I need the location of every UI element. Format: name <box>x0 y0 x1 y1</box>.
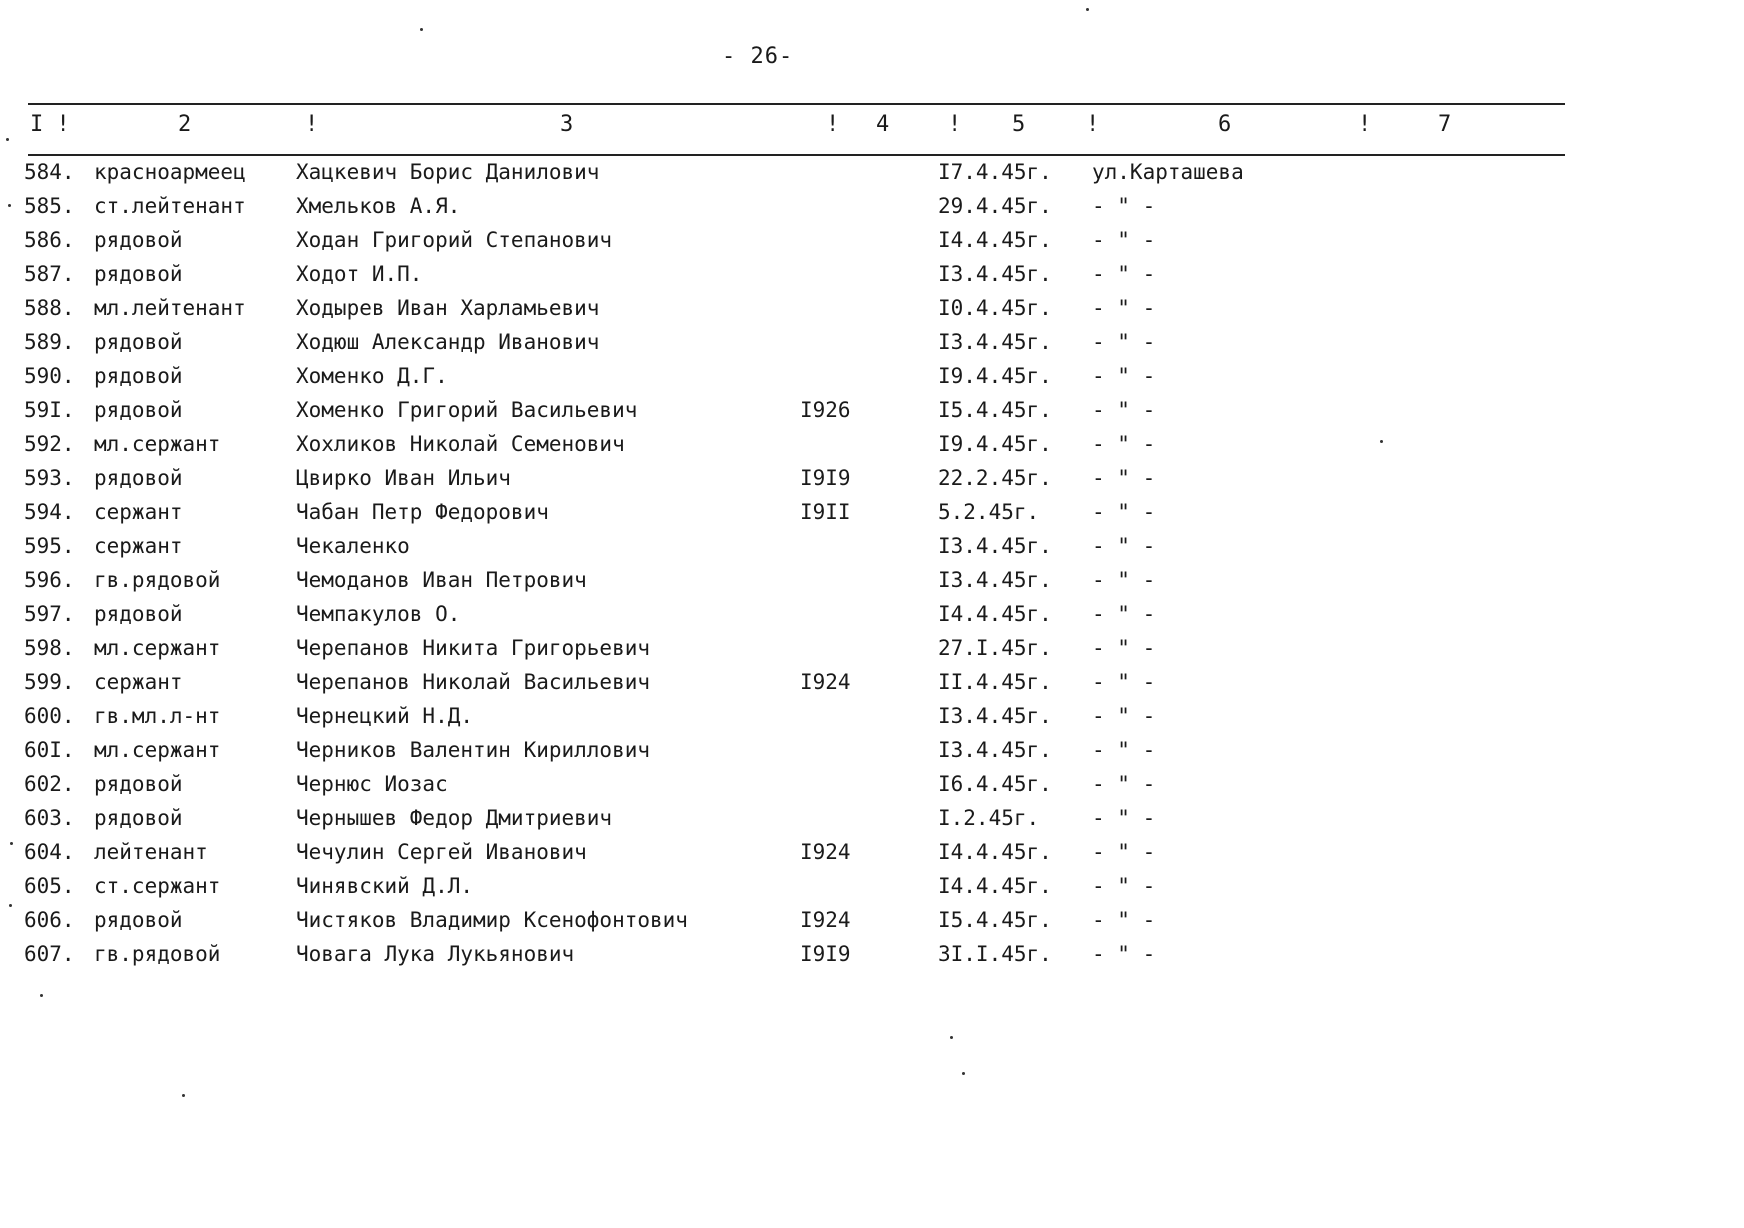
scan-speck <box>8 204 11 207</box>
row-number: 589. <box>24 330 75 354</box>
row-date: I3.4.45г. <box>938 330 1052 354</box>
table-row <box>0 632 1565 666</box>
row-date: I4.4.45г. <box>938 840 1052 864</box>
row-date: I4.4.45г. <box>938 874 1052 898</box>
table-row <box>0 224 1565 258</box>
table-row <box>0 564 1565 598</box>
row-number: 595. <box>24 534 75 558</box>
row-burial-place: - " - <box>1092 398 1156 422</box>
row-full-name: Чабан Петр Федорович <box>296 500 549 524</box>
table-row <box>0 394 1565 428</box>
row-date: I9.4.45г. <box>938 364 1052 388</box>
row-burial-place: - " - <box>1092 534 1156 558</box>
row-rank: ст.сержант <box>94 874 221 898</box>
row-number: 585. <box>24 194 75 218</box>
row-full-name: Чекаленко <box>296 534 410 558</box>
row-burial-place: - " - <box>1092 840 1156 864</box>
table-row <box>0 428 1565 462</box>
row-date: I6.4.45г. <box>938 772 1052 796</box>
row-number: 594. <box>24 500 75 524</box>
row-date: I9.4.45г. <box>938 432 1052 456</box>
row-burial-place: - " - <box>1092 738 1156 762</box>
row-birth-year: I926 <box>800 398 851 422</box>
row-rank: сержант <box>94 500 183 524</box>
row-date: 22.2.45г. <box>938 466 1052 490</box>
row-rank: мл.сержант <box>94 738 221 762</box>
scan-speck <box>962 1072 965 1075</box>
row-birth-year: I9I9 <box>800 466 851 490</box>
table-row <box>0 666 1565 700</box>
row-full-name: Чернышев Федор Дмитриевич <box>296 806 613 830</box>
row-rank: гв.рядовой <box>94 568 221 592</box>
table-row <box>0 904 1565 938</box>
header-top-rule <box>28 103 1565 105</box>
table-row <box>0 734 1565 768</box>
row-full-name: Хохликов Николай Семенович <box>296 432 625 456</box>
row-full-name: Чемпакулов О. <box>296 602 461 626</box>
row-burial-place: - " - <box>1092 704 1156 728</box>
header-separator: ! <box>826 112 840 137</box>
row-date: I3.4.45г. <box>938 262 1052 286</box>
table-row <box>0 700 1565 734</box>
row-rank: мл.лейтенант <box>94 296 246 320</box>
header-col-5: 5 <box>1012 112 1026 137</box>
scan-speck <box>182 1094 185 1097</box>
table-row <box>0 870 1565 904</box>
table-row <box>0 292 1565 326</box>
table-row <box>0 836 1565 870</box>
row-full-name: Ходырев Иван Харламьевич <box>296 296 600 320</box>
row-number: 59I. <box>24 398 75 422</box>
row-full-name: Хмельков А.Я. <box>296 194 461 218</box>
row-date: II.4.45г. <box>938 670 1052 694</box>
row-full-name: Ходот И.П. <box>296 262 423 286</box>
row-full-name: Чернецкий Н.Д. <box>296 704 474 728</box>
row-date: I3.4.45г. <box>938 704 1052 728</box>
header-col-2: 2 <box>178 112 192 137</box>
row-burial-place: - " - <box>1092 466 1156 490</box>
table-row <box>0 530 1565 564</box>
header-col-6: 6 <box>1218 112 1232 137</box>
row-full-name: Чечулин Сергей Иванович <box>296 840 587 864</box>
row-number: 599. <box>24 670 75 694</box>
table-row <box>0 938 1565 972</box>
row-full-name: Черепанов Никита Григорьевич <box>296 636 651 660</box>
row-date: I5.4.45г. <box>938 908 1052 932</box>
row-burial-place: - " - <box>1092 194 1156 218</box>
row-date: 29.4.45г. <box>938 194 1052 218</box>
row-rank: лейтенант <box>94 840 208 864</box>
scan-speck <box>1380 440 1383 443</box>
table-row <box>0 462 1565 496</box>
row-rank: ст.лейтенант <box>94 194 246 218</box>
row-burial-place: - " - <box>1092 874 1156 898</box>
row-full-name: Чинявский Д.Л. <box>296 874 474 898</box>
row-burial-place: - " - <box>1092 942 1156 966</box>
row-rank: мл.сержант <box>94 636 221 660</box>
row-full-name: Черепанов Николай Васильевич <box>296 670 651 694</box>
row-rank: сержант <box>94 670 183 694</box>
row-burial-place: - " - <box>1092 568 1156 592</box>
row-date: I.2.45г. <box>938 806 1040 830</box>
header-col-4: 4 <box>876 112 890 137</box>
row-date: 5.2.45г. <box>938 500 1040 524</box>
row-number: 60I. <box>24 738 75 762</box>
header-separator: ! <box>948 112 962 137</box>
row-full-name: Цвирко Иван Ильич <box>296 466 511 490</box>
scan-speck <box>950 1036 953 1039</box>
header-separator: ! <box>305 112 319 137</box>
row-rank: рядовой <box>94 806 183 830</box>
row-rank: рядовой <box>94 908 183 932</box>
scan-speck <box>6 138 9 141</box>
row-number: 600. <box>24 704 75 728</box>
scan-speck <box>420 28 423 31</box>
row-rank: рядовой <box>94 602 183 626</box>
row-number: 598. <box>24 636 75 660</box>
row-rank: рядовой <box>94 262 183 286</box>
header-col-3: 3 <box>560 112 574 137</box>
row-date: I5.4.45г. <box>938 398 1052 422</box>
row-burial-place: - " - <box>1092 296 1156 320</box>
row-number: 605. <box>24 874 75 898</box>
row-burial-place: - " - <box>1092 228 1156 252</box>
row-number: 593. <box>24 466 75 490</box>
row-rank: рядовой <box>94 398 183 422</box>
row-rank: рядовой <box>94 772 183 796</box>
row-burial-place: - " - <box>1092 806 1156 830</box>
row-birth-year: I924 <box>800 670 851 694</box>
table-row <box>0 768 1565 802</box>
header-separator: ! <box>1086 112 1100 137</box>
row-rank: рядовой <box>94 466 183 490</box>
row-number: 596. <box>24 568 75 592</box>
page-number: - 26- <box>722 44 794 69</box>
row-date: I4.4.45г. <box>938 228 1052 252</box>
row-rank: рядовой <box>94 228 183 252</box>
row-full-name: Човага Лука Лукьянович <box>296 942 575 966</box>
row-rank: гв.мл.л-нт <box>94 704 221 728</box>
row-rank: мл.сержант <box>94 432 221 456</box>
row-burial-place: ул.Карташева <box>1092 160 1244 184</box>
row-full-name: Чистяков Владимир Ксенофонтович <box>296 908 688 932</box>
table-row <box>0 190 1565 224</box>
row-burial-place: - " - <box>1092 262 1156 286</box>
row-full-name: Чернюс Иозас <box>296 772 448 796</box>
row-number: 587. <box>24 262 75 286</box>
row-burial-place: - " - <box>1092 602 1156 626</box>
table-row <box>0 156 1565 190</box>
row-rank: рядовой <box>94 364 183 388</box>
scan-speck <box>10 842 13 845</box>
row-full-name: Хоменко Д.Г. <box>296 364 448 388</box>
row-burial-place: - " - <box>1092 670 1156 694</box>
table-body <box>0 156 1565 972</box>
scan-speck <box>9 904 12 907</box>
row-burial-place: - " - <box>1092 500 1156 524</box>
row-number: 607. <box>24 942 75 966</box>
row-rank: гв.рядовой <box>94 942 221 966</box>
row-number: 588. <box>24 296 75 320</box>
row-burial-place: - " - <box>1092 364 1156 388</box>
row-date: I3.4.45г. <box>938 568 1052 592</box>
row-burial-place: - " - <box>1092 908 1156 932</box>
table-row <box>0 496 1565 530</box>
row-date: 3I.I.45г. <box>938 942 1052 966</box>
row-number: 606. <box>24 908 75 932</box>
row-birth-year: I9II <box>800 500 851 524</box>
row-number: 603. <box>24 806 75 830</box>
row-full-name: Ходюш Александр Иванович <box>296 330 600 354</box>
row-rank: сержант <box>94 534 183 558</box>
row-full-name: Хоменко Григорий Васильевич <box>296 398 638 422</box>
row-number: 592. <box>24 432 75 456</box>
row-number: 586. <box>24 228 75 252</box>
header-col-1: I ! <box>30 112 70 137</box>
table-row <box>0 598 1565 632</box>
row-full-name: Чемоданов Иван Петрович <box>296 568 587 592</box>
row-number: 584. <box>24 160 75 184</box>
row-number: 604. <box>24 840 75 864</box>
table-row <box>0 802 1565 836</box>
row-full-name: Черников Валентин Кириллович <box>296 738 651 762</box>
row-burial-place: - " - <box>1092 636 1156 660</box>
row-birth-year: I924 <box>800 908 851 932</box>
scan-speck <box>40 994 43 997</box>
row-burial-place: - " - <box>1092 330 1156 354</box>
table-header <box>0 112 1565 144</box>
row-rank: рядовой <box>94 330 183 354</box>
row-date: I7.4.45г. <box>938 160 1052 184</box>
row-number: 590. <box>24 364 75 388</box>
row-burial-place: - " - <box>1092 772 1156 796</box>
row-date: I3.4.45г. <box>938 738 1052 762</box>
table-row <box>0 326 1565 360</box>
row-date: 27.I.45г. <box>938 636 1052 660</box>
row-birth-year: I9I9 <box>800 942 851 966</box>
row-birth-year: I924 <box>800 840 851 864</box>
row-date: I0.4.45г. <box>938 296 1052 320</box>
row-full-name: Хацкевич Борис Данилович <box>296 160 600 184</box>
scan-speck <box>1086 8 1089 11</box>
row-date: I4.4.45г. <box>938 602 1052 626</box>
table-row <box>0 360 1565 394</box>
row-number: 597. <box>24 602 75 626</box>
table-row <box>0 258 1565 292</box>
row-full-name: Ходан Григорий Степанович <box>296 228 613 252</box>
header-separator: ! <box>1358 112 1372 137</box>
row-date: I3.4.45г. <box>938 534 1052 558</box>
row-rank: красноармеец <box>94 160 246 184</box>
row-number: 602. <box>24 772 75 796</box>
header-col-7: 7 <box>1438 112 1452 137</box>
row-burial-place: - " - <box>1092 432 1156 456</box>
